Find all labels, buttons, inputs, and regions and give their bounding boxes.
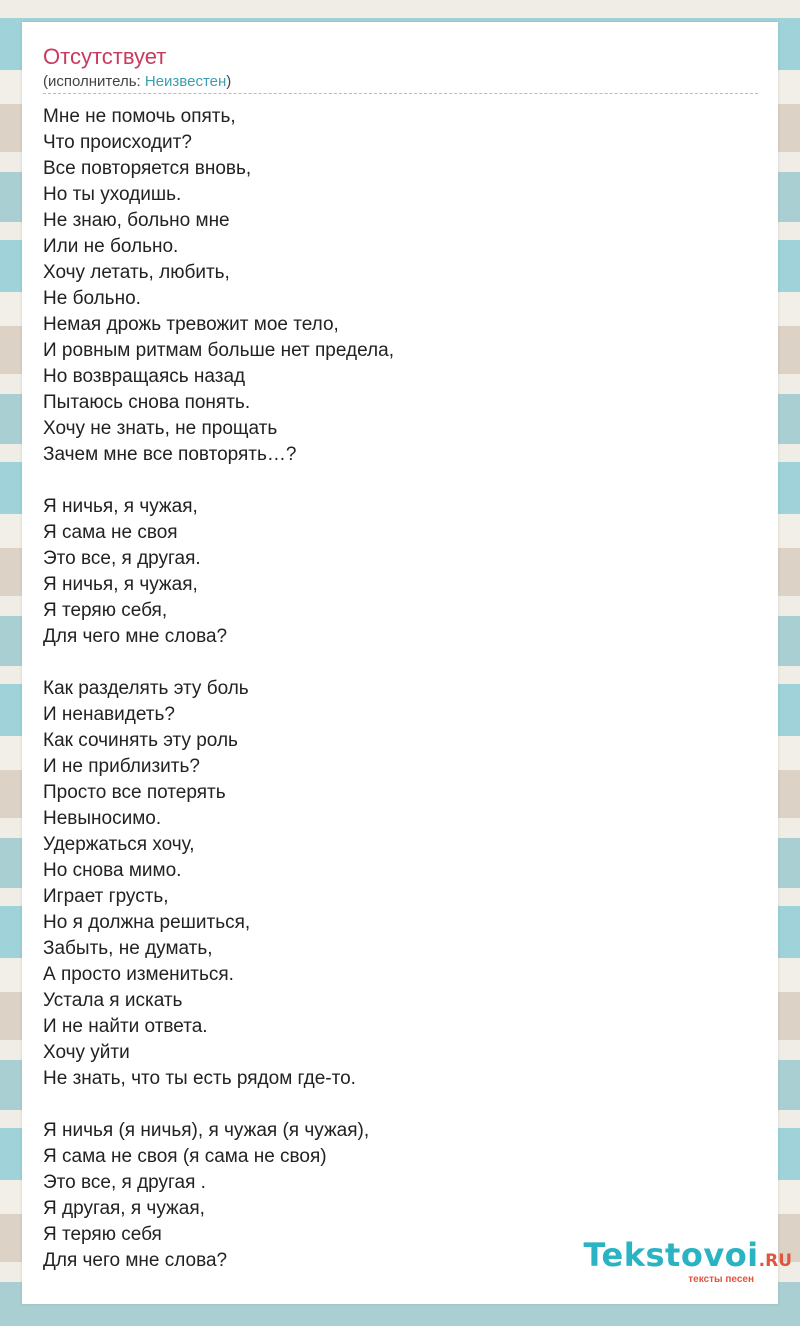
lyrics-line: Я ничья, я чужая, (43, 574, 198, 595)
lyrics-line: Для чего мне слова? (43, 626, 228, 647)
lyrics-line: Немая дрожь тревожит мое тело, (43, 314, 339, 335)
lyrics-line: И не приблизить? (43, 756, 200, 777)
lyrics-line: Просто все потерять (43, 782, 226, 803)
lyrics-line: Пытаюсь снова понять. (43, 392, 251, 413)
lyrics-line: Я сама не своя (43, 522, 178, 543)
lyrics-stanza (43, 104, 394, 468)
lyrics-line: И ненавидеть? (43, 704, 175, 725)
lyrics-line: Как сочинять эту роль (43, 730, 238, 751)
lyrics-line: Но снова мимо. (43, 860, 182, 881)
lyrics-line: Не знаю, больно мне (43, 210, 230, 231)
lyrics-line: Удержаться хочу, (43, 834, 195, 855)
logo-name: Tekstovoi (583, 1236, 759, 1274)
lyrics-card (22, 22, 778, 1304)
performer-prefix: (исполнитель: (43, 73, 145, 90)
lyrics-line: Но я должна решиться, (43, 912, 251, 933)
lyrics-line: Я ничья (я ничья), я чужая (я чужая), (43, 1120, 370, 1141)
lyrics-line: Но возвращаясь назад (43, 366, 246, 387)
lyrics-line: Хочу летать, любить, (43, 262, 230, 283)
lyrics-line: Забыть, не думать, (43, 938, 213, 959)
lyrics-line: Это все, я другая. (43, 548, 201, 569)
lyrics-stanza (43, 1118, 394, 1274)
lyrics-line: И ровным ритмам больше нет предела, (43, 340, 394, 361)
logo-tld: .RU (758, 1251, 792, 1271)
lyrics-line: Я теряю себя (43, 1224, 162, 1245)
performer-line (43, 72, 231, 92)
lyrics-line: Не знать, что ты есть рядом где-то. (43, 1068, 356, 1089)
lyrics-stanza (43, 676, 394, 1092)
lyrics-line: Зачем мне все повторять…? (43, 444, 297, 465)
lyrics-line: Играет грусть, (43, 886, 169, 907)
lyrics-line: Устала я искать (43, 990, 183, 1011)
lyrics-stanza (43, 494, 394, 650)
lyrics-line: Это все, я другая . (43, 1172, 206, 1193)
lyrics-line: И не найти ответа. (43, 1016, 208, 1037)
lyrics-line: Или не больно. (43, 236, 179, 257)
lyrics-line: Как разделять эту боль (43, 678, 249, 699)
song-title: Отсутствует (43, 44, 167, 69)
lyrics-line: Мне не помочь опять, (43, 106, 236, 127)
lyrics-line: Не больно. (43, 288, 141, 309)
lyrics-line: Я другая, я чужая, (43, 1198, 205, 1219)
lyrics-line: Я сама не своя (я сама не своя) (43, 1146, 327, 1167)
lyrics-line: Для чего мне слова? (43, 1250, 228, 1271)
lyrics-line: Но ты уходишь. (43, 184, 182, 205)
lyrics-line: Что происходит? (43, 132, 192, 153)
lyrics-line: А просто измениться. (43, 964, 234, 985)
lyrics-line: Невыносимо. (43, 808, 162, 829)
site-logo[interactable] (583, 1238, 792, 1285)
lyrics-text (43, 104, 394, 1274)
performer-suffix: ) (226, 73, 232, 90)
performer-link[interactable]: Неизвестен (144, 73, 227, 90)
lyrics-line: Все повторяется вновь, (43, 158, 252, 179)
lyrics-line: Я теряю себя, (43, 600, 168, 621)
lyrics-line: Я ничья, я чужая, (43, 496, 198, 517)
logo-tagline: тексты песен (688, 1274, 754, 1285)
lyrics-line: Хочу не знать, не прощать (43, 418, 278, 439)
title-divider (43, 93, 758, 94)
lyrics-line: Хочу уйти (43, 1042, 130, 1063)
